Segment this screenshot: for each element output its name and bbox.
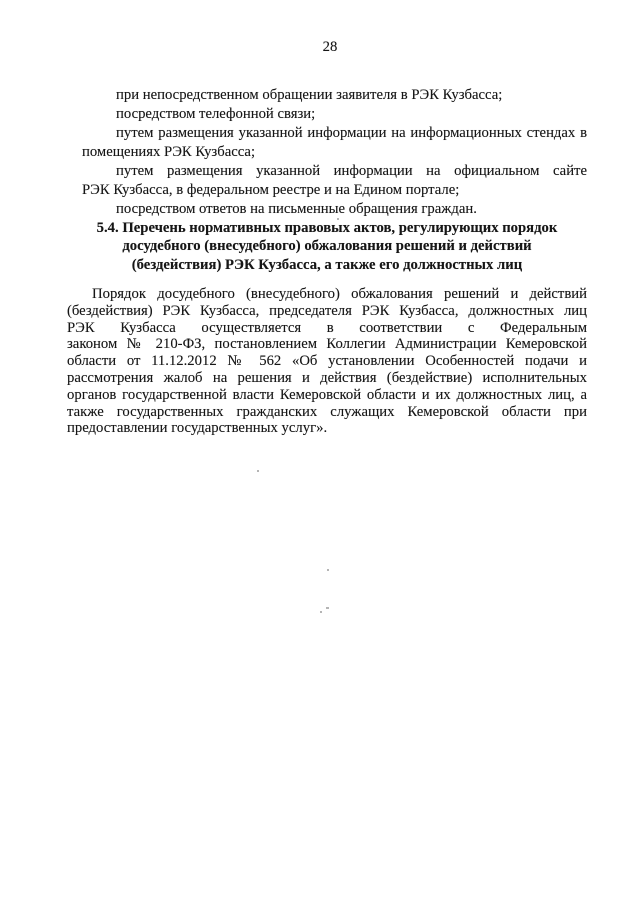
scan-speck: [327, 569, 329, 571]
scan-speck: [337, 218, 339, 220]
heading-line: досудебного (внесудебного) обжалования решений и действий: [122, 238, 532, 255]
body-paragraph: [67, 286, 587, 437]
intro-line: при непосредственном обращении заявителя в РЭК Кузбасса;: [116, 87, 503, 103]
paragraph-line: Порядок досудебного (внесудебного) обжалования решений и действий: [92, 286, 587, 302]
paragraph-line: предоставлении государственных услуг».: [67, 420, 328, 437]
paragraph-line: рассмотрения жалоб на решения и действия (бездействие) исполнительных: [67, 369, 587, 386]
paragraph-line: (бездействия) РЭК Кузбасса, председателя РЭК Кузбасса, должностных лиц: [67, 302, 587, 319]
heading-line: (бездействия) РЭК Кузбасса, а также его должностных лиц: [131, 256, 523, 273]
intro-line: путем размещения указанной информации на официальном сайте: [116, 163, 587, 179]
paragraph-line: области от 11.12.2012 № 562 «Об установлении Особенностей подачи и: [67, 353, 587, 370]
intro-line: посредством ответов на письменные обращения граждан.: [116, 201, 477, 217]
heading-line: 5.4. Перечень нормативных правовых актов, регулирующих порядок: [96, 220, 558, 236]
section-heading: [67, 219, 587, 274]
scan-speck: [320, 611, 322, 613]
intro-line: помещениях РЭК Кузбасса;: [82, 144, 256, 160]
page-number: 28: [322, 39, 338, 55]
scan-speck: [257, 470, 259, 472]
scan-speck: [326, 607, 329, 609]
paragraph-line: РЭК Кузбасса осуществляется в соответствии с Федеральным: [67, 319, 587, 336]
paragraph-line: органов государственной власти Кемеровской области и их должностных лиц, а: [67, 386, 587, 403]
paragraph-line: также государственных гражданских служащих Кемеровской области при: [67, 403, 587, 420]
intro-line: путем размещения указанной информации на информационных стендах в: [116, 125, 587, 141]
intro-line: посредством телефонной связи;: [116, 106, 316, 122]
paragraph-line: законом № 210-ФЗ, постановлением Коллегии Администрации Кемеровской: [67, 336, 587, 353]
intro-block: [82, 86, 587, 219]
intro-line: РЭК Кузбасса, в федеральном реестре и на Едином портале;: [82, 182, 460, 198]
